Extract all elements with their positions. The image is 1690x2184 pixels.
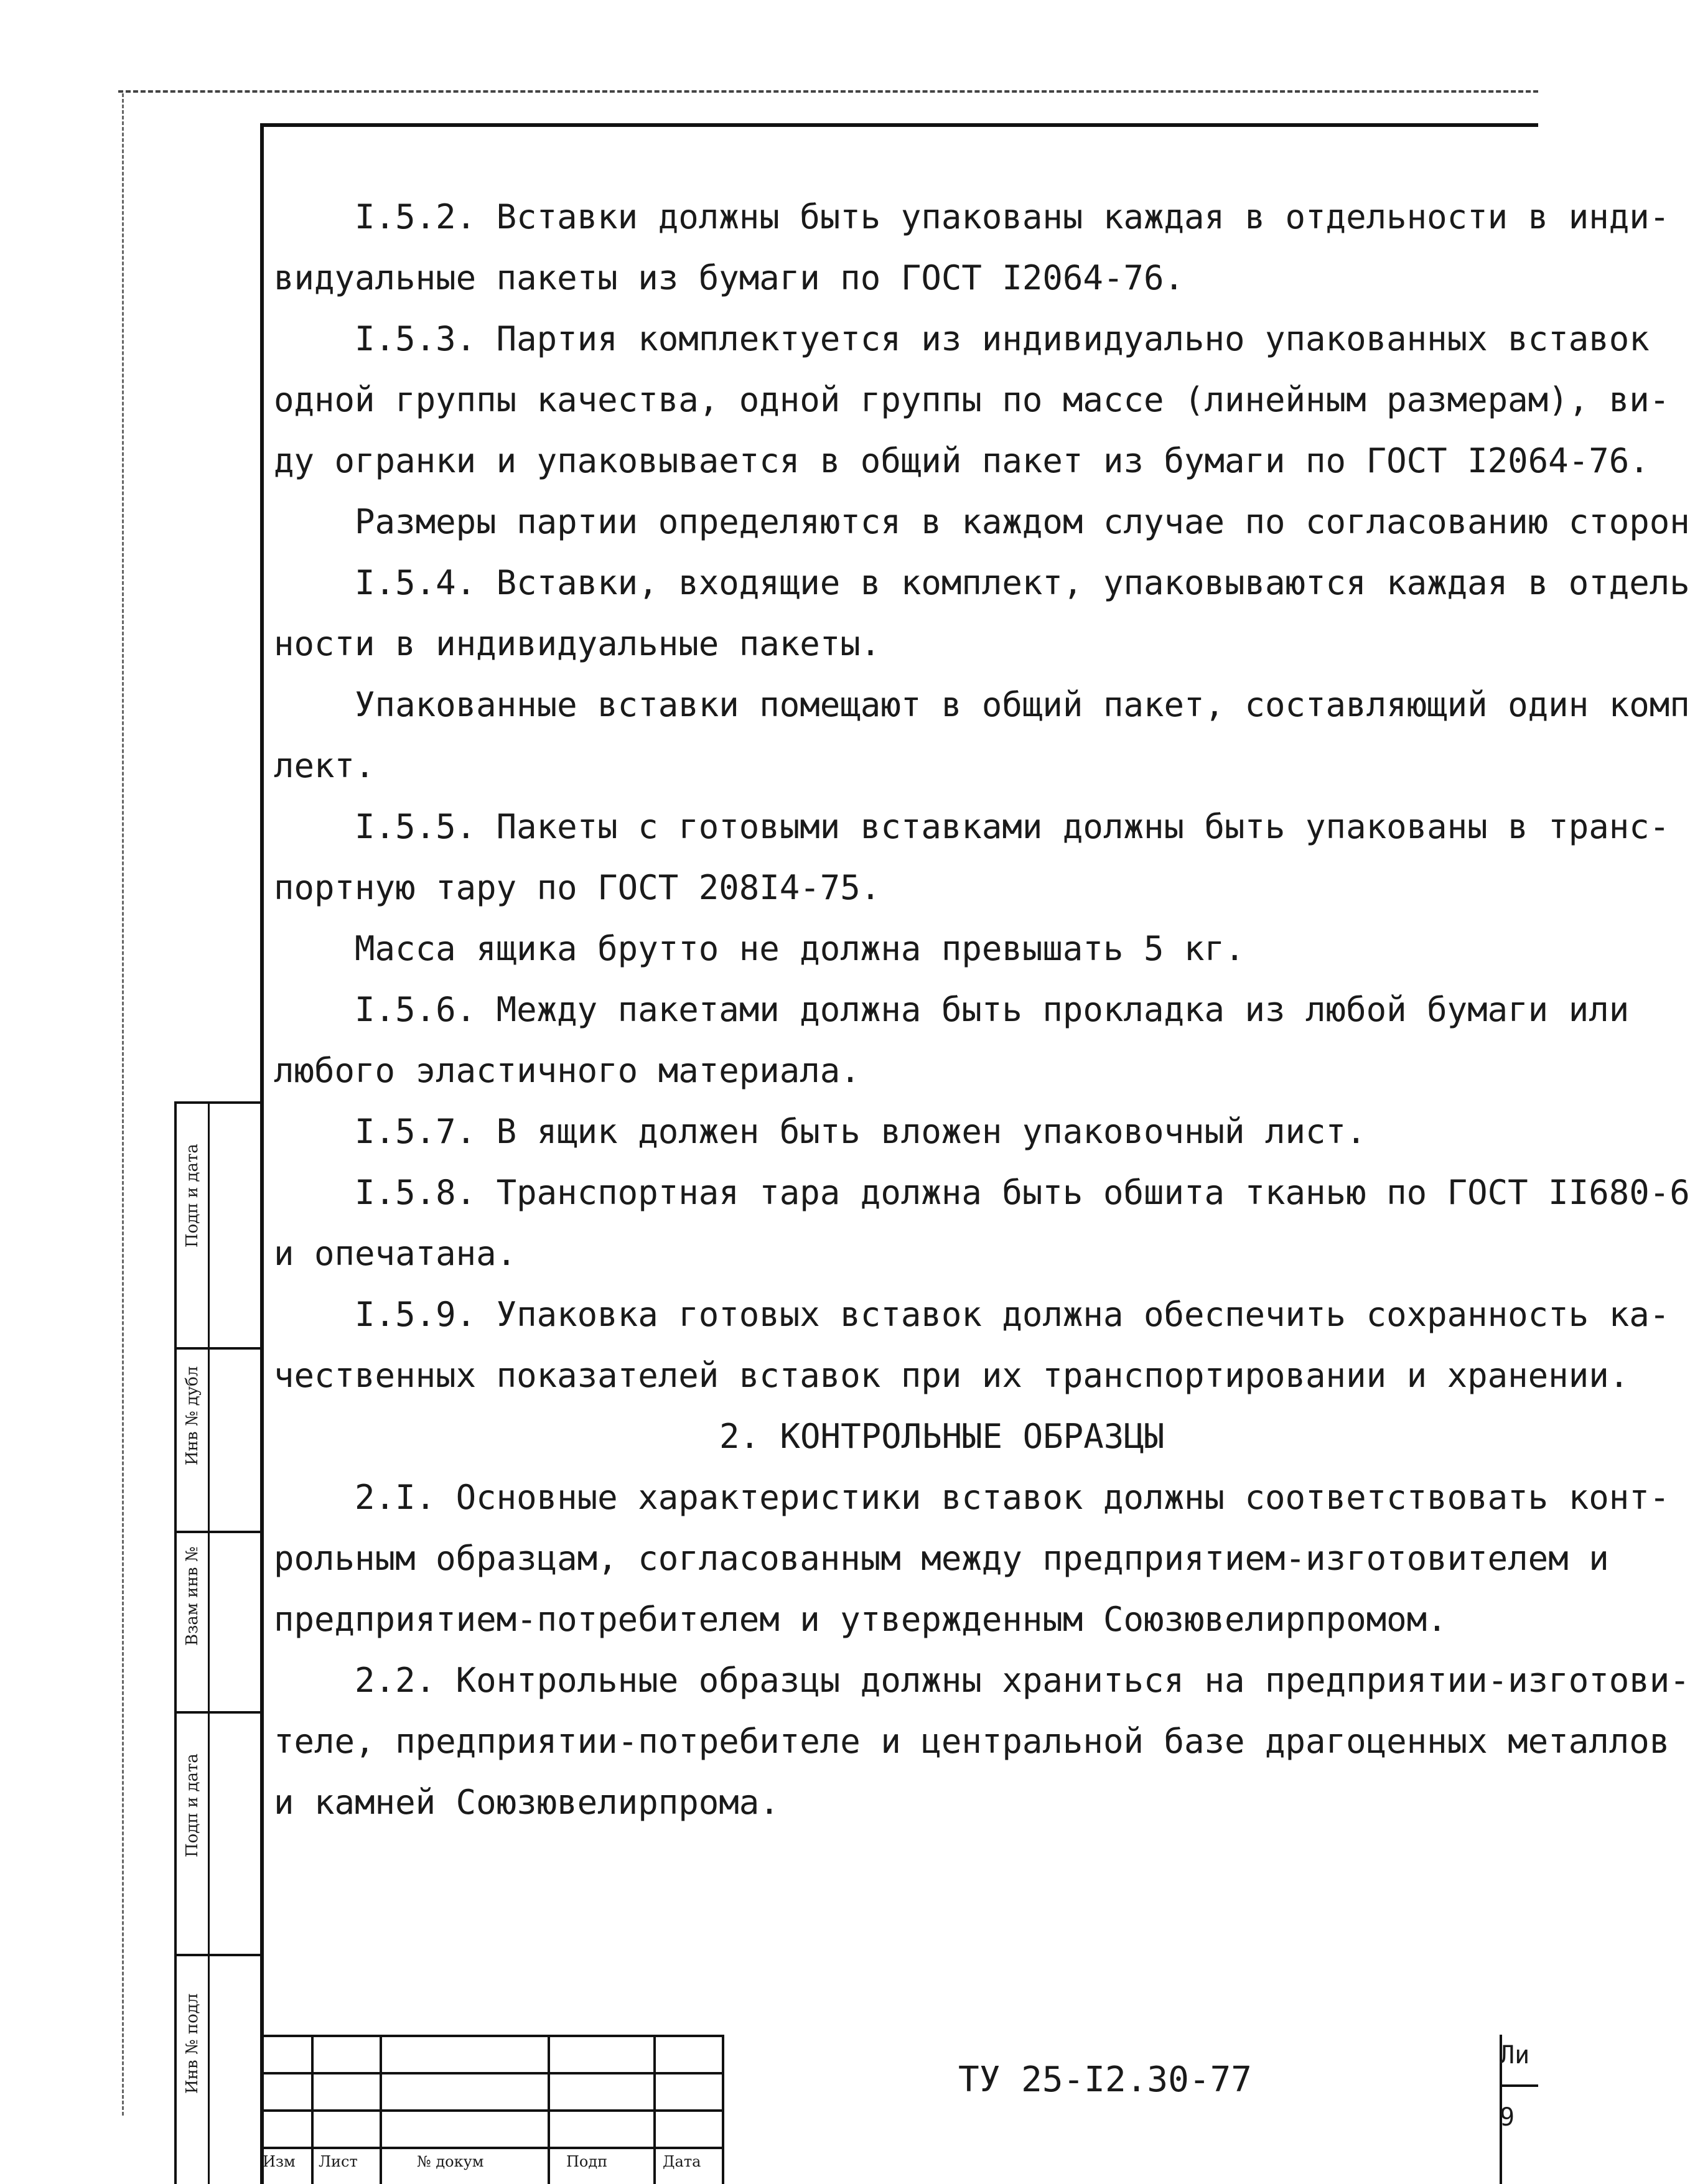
text-line: и опечатана. xyxy=(274,1234,517,1273)
title-block xyxy=(261,2022,1538,2184)
text-line: видуальные пакеты из бумаги по ГОСТ I2064-76. xyxy=(274,258,1184,297)
text-line: ности в индивидуальные пакеты. xyxy=(274,624,881,663)
caption-doc-no: № докум xyxy=(417,2153,484,2170)
text-line: и камней Союзювелирпрома. xyxy=(274,1783,780,1822)
title-block-col xyxy=(380,2035,382,2184)
text-line: I.5.9. Упаковка готовых вставок должна обеспечить сохранность ка- xyxy=(274,1295,1670,1334)
text-line: портную тару по ГОСТ 208I4-75. xyxy=(274,868,881,907)
text-line: I.5.7. В ящик должен быть вложен упаковочный лист. xyxy=(274,1112,1366,1151)
text-line: I.5.4. Вставки, входящие в комплект, упаковываются каждая в отдель xyxy=(274,563,1690,602)
text-line: рольным образцам, согласованным между предприятием-изготовителем и xyxy=(274,1539,1609,1578)
side-label-podp-data-2: Подп и дата xyxy=(183,1753,202,1857)
side-label-vzam-inv: Взам инв № xyxy=(183,1546,202,1646)
title-block-col xyxy=(311,2035,314,2184)
text-line: лект. xyxy=(274,746,375,785)
text-line: предприятием-потребителем и утвержденным Союзювелирпромом. xyxy=(274,1600,1447,1639)
text-line: I.5.6. Между пакетами должна быть прокладка из любой бумаги или xyxy=(274,990,1630,1029)
text-line: Размеры партии определяются в каждом случае по согласованию сторон xyxy=(274,502,1690,541)
cut-line-top xyxy=(118,90,1538,93)
section-heading: 2. КОНТРОЛЬНЫЕ ОБРАЗЦЫ xyxy=(719,1417,1165,1456)
text-line: ду огранки и упаковывается в общий пакет из бумаги по ГОСТ I2064-76. xyxy=(274,441,1650,480)
title-block-col xyxy=(653,2035,656,2184)
caption-izm: Изм xyxy=(263,2153,296,2170)
title-block-line xyxy=(261,2109,722,2112)
side-label-inv-dubl: Инв № дубл xyxy=(183,1366,202,1465)
text-line: чественных показателей вставок при их транспортировании и хранении. xyxy=(274,1356,1630,1395)
text-line: 2.2. Контрольные образцы должны храниться на предприятии-изготови- xyxy=(274,1661,1690,1700)
text-line: 2.I. Основные характеристики вставок должны соответствовать конт- xyxy=(274,1478,1670,1517)
side-label-podp-data-1: Подп и дата xyxy=(183,1144,202,1248)
frame-top-border xyxy=(261,123,1538,127)
text-line: Упакованные вставки помещают в общий пакет, составляющий один комп xyxy=(274,685,1690,724)
title-block-line xyxy=(261,2072,722,2074)
text-line: одной группы качества, одной группы по массе (линейным размерам), ви- xyxy=(274,380,1670,419)
side-stamp-line xyxy=(177,1347,263,1350)
caption-data: Дата xyxy=(663,2153,701,2170)
title-block-col xyxy=(722,2035,724,2184)
text-line: любого эластичного материала. xyxy=(274,1051,861,1090)
cut-line-left xyxy=(122,93,124,2116)
text-line: I.5.8. Транспортная тара должна быть обшита тканью по ГОСТ II680-6 xyxy=(274,1173,1690,1212)
caption-podp: Подп xyxy=(566,2153,608,2170)
text-line: Масса ящика брутто не должна превышать 5 кг. xyxy=(274,929,1245,968)
side-stamp-line xyxy=(177,1101,263,1104)
text-line: I.5.3. Партия комплектуется из индивидуально упакованных вставок xyxy=(274,319,1650,358)
title-block-line xyxy=(261,2147,722,2149)
side-stamp xyxy=(174,1101,263,2184)
document-body xyxy=(274,187,1690,1833)
sheet-number: 9 xyxy=(1500,2103,1515,2132)
side-label-inv-podl: Инв № подл xyxy=(183,1993,202,2094)
text-line: I.5.2. Вставки должны быть упакованы каждая в отдельности в инди- xyxy=(274,197,1670,236)
side-stamp-line xyxy=(177,1711,263,1714)
side-stamp-line xyxy=(177,1531,263,1533)
sheet-label: Ли xyxy=(1500,2041,1530,2070)
title-block-line xyxy=(261,2035,722,2037)
title-block-col xyxy=(548,2035,550,2184)
title-block-line xyxy=(1500,2084,1538,2087)
side-stamp-line xyxy=(177,1954,263,1956)
text-line: I.5.5. Пакеты с готовыми вставками должны быть упакованы в транс- xyxy=(274,807,1670,846)
document-code: ТУ 25-I2.30-77 xyxy=(958,2060,1253,2100)
text-line: теле, предприятии-потребителе и центральной базе драгоценных металлов xyxy=(274,1722,1670,1761)
caption-list: Лист xyxy=(319,2153,358,2170)
